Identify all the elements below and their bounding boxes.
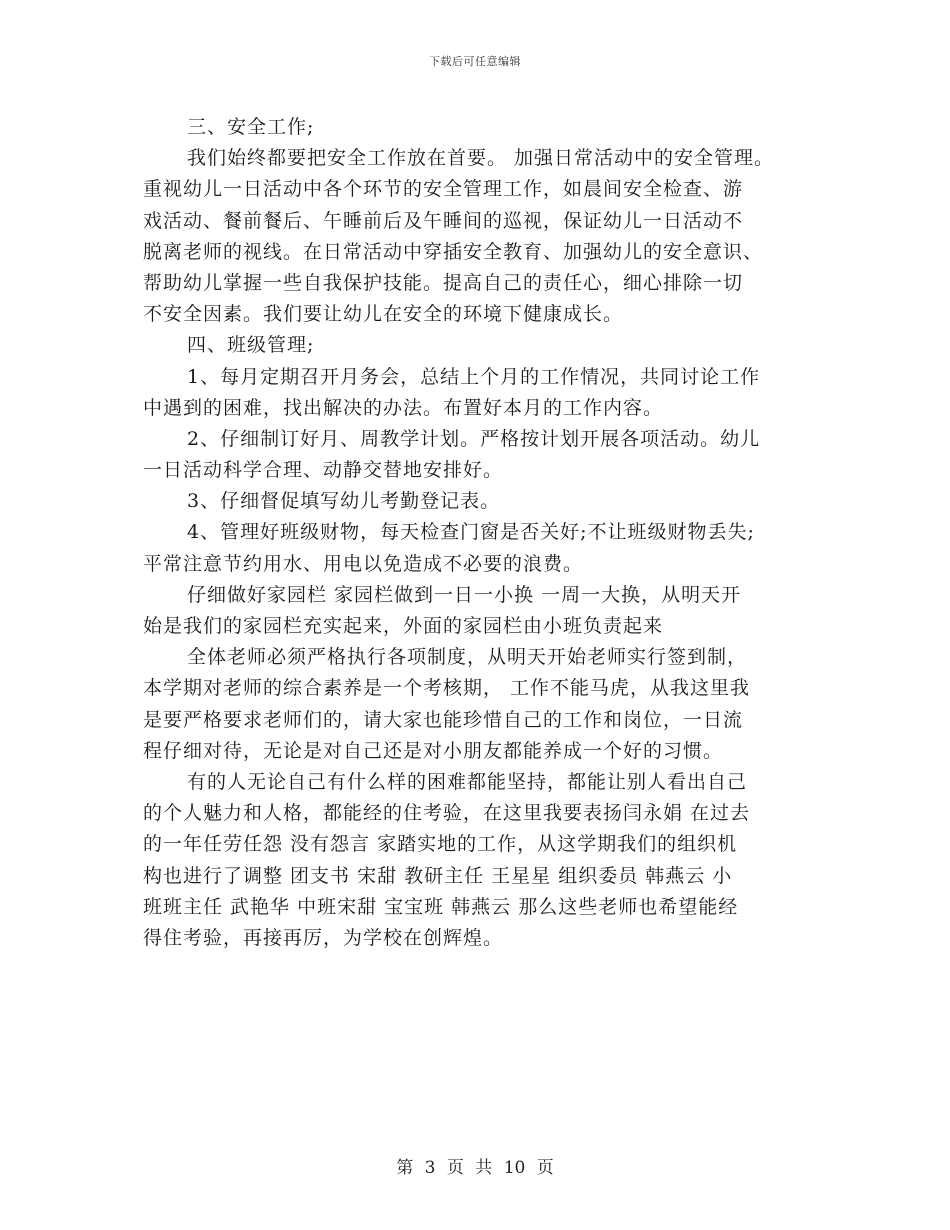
text-line: 重视幼儿一日活动中各个环节的安全管理工作，如晨间安全检查、游	[143, 178, 744, 201]
text-line: 不安全因素。我们要让幼儿在安全的环境下健康成长。	[143, 303, 624, 326]
text-line: 是要严格要求老师们的，请大家也能珍惜自己的工作和岗位，一日流	[143, 708, 744, 731]
text-line: 2、仔细制订好月、周教学计划。严格按计划开展各项活动。幼儿	[187, 427, 761, 450]
text-line: 三、安全工作;	[187, 116, 315, 138]
text-line: 仔细做好家园栏 家园栏做到一日一小换 一周一大换，从明天开	[187, 583, 742, 606]
document-body	[143, 112, 815, 954]
text-line: 全体老师必须严格执行各项制度，从明天开始老师实行签到制，	[187, 646, 748, 669]
text-line: 一日活动科学合理、动静交替地安排好。	[143, 459, 504, 482]
text-line: 1、每月定期召开月务会，总结上个月的工作情况，共同讨论工作	[187, 365, 761, 388]
text-line: 我们始终都要把安全工作放在首要。 加强日常活动中的安全管理。	[187, 147, 775, 170]
text-line: 班班主任 武艳华 中班宋甜 宝宝班 韩燕云 那么这些老师也希望能经	[143, 895, 739, 918]
text-line: 本学期对老师的综合素养是一个考核期， 工作不能马虎，从我这里我	[143, 677, 751, 700]
text-line: 3、仔细督促填写幼儿考勤登记表。	[187, 490, 501, 513]
text-line: 的个人魅力和人格，都能经的住考验，在这里我要表扬闫永娟 在过去	[143, 802, 751, 825]
text-line: 得住考验，再接再厉，为学校在创辉煌。	[143, 926, 504, 949]
text-line: 脱离老师的视线。在日常活动中穿插安全教育、加强幼儿的安全意识、	[143, 240, 764, 263]
page-number: 第 3 页 共 10 页	[396, 1158, 554, 1178]
text-line: 平常注意节约用水、用电以免造成不必要的浪费。	[143, 552, 584, 575]
text-line: 程仔细对待，无论是对自己还是对小朋友都能养成一个好的习惯。	[143, 739, 724, 762]
page-header-note: 下载后可任意编辑	[429, 55, 521, 68]
text-line: 帮助幼儿掌握一些自我保护技能。提高自己的责任心，细心排除一切	[143, 271, 744, 294]
text-line: 的一年任劳任怨 没有怨言 家踏实地的工作，从这学期我们的组织机	[143, 833, 738, 856]
text-line: 戏活动、餐前餐后、午睡前后及午睡间的巡视，保证幼儿一日活动不	[143, 209, 744, 232]
text-line: 始是我们的家园栏充实起来，外面的家园栏由小班负责起来	[143, 615, 664, 637]
text-line: 四、班级管理;	[187, 334, 315, 357]
text-line: 4、管理好班级财物，每天检查门窗是否关好;不让班级财物丢失;	[187, 521, 755, 544]
text-line: 中遇到的困难，找出解决的办法。布置好本月的工作内容。	[143, 396, 664, 419]
text-line: 有的人无论自己有什么样的困难都能坚持，都能让别人看出自己	[187, 770, 748, 793]
text-line: 构也进行了调整 团支书 宋甜 教研主任 王星星 组织委员 韩燕云 小	[143, 864, 733, 887]
